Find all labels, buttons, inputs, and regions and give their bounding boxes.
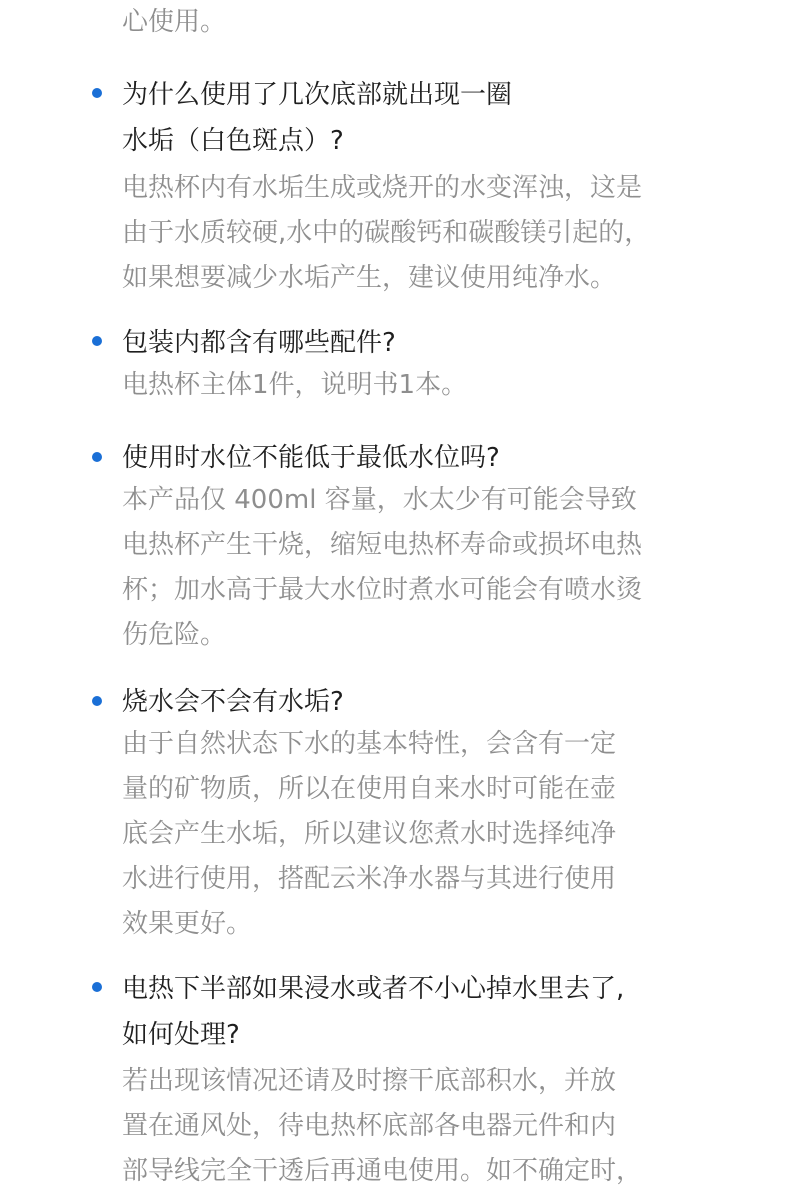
question-line: 使用时水位不能低于最低水位吗? [122,443,500,473]
faq-question [122,679,702,725]
answer-line: 伤危险。 [122,620,227,650]
faq-question [122,72,702,164]
faq-answer [122,478,687,658]
answer-line: 本产品仅 400ml 容量，水太少有可能会导致 [122,485,637,515]
faq-question [122,435,702,481]
bullet-icon [92,982,102,992]
answer-line: 部导线完全干透后再通电使用。如不确定时， [122,1156,643,1186]
bullet-icon [92,88,102,98]
answer-line: 水进行使用，搭配云米净水器与其进行使用 [122,864,617,894]
question-line: 电热下半部如果浸水或者不小心掉水里去了, [122,974,625,1004]
answer-line: 由于水质较硬,水中的碳酸钙和碳酸镁引起的， [122,218,651,248]
question-line: 如何处理? [122,1020,240,1050]
faq-answer [122,166,687,301]
question-line: 水垢（白色斑点）? [122,126,344,156]
question-line: 烧水会不会有水垢? [122,687,344,717]
answer-line: 杯；加水高于最大水位时煮水可能会有喷水烫 [122,575,643,605]
answer-line: 如果想要减少水垢产生，建议使用纯净水。 [122,263,617,293]
answer-line: 置在通风处，待电热杯底部各电器元件和内 [122,1111,617,1141]
faq-question [122,320,702,366]
faq-answer [122,1059,687,1194]
answer-line: 电热杯主体1件，说明书1本。 [122,370,468,400]
answer-line: 底会产生水垢，所以建议您煮水时选择纯净 [122,819,617,849]
answer-line: 若出现该情况还请及时擦干底部积水，并放 [122,1066,617,1096]
question-line: 包装内都含有哪些配件? [122,328,396,358]
answer-line: 由于自然状态下水的基本特性，会含有一定 [122,729,617,759]
answer-line: 心使用。 [122,7,227,37]
bullet-icon [92,336,102,346]
bullet-icon [92,696,102,706]
answer-line: 量的矿物质，所以在使用自来水时可能在壶 [122,774,617,804]
faq-question [122,966,702,1058]
answer-line: 电热杯产生干烧，缩短电热杯寿命或损坏电热 [122,530,643,560]
faq-answer [122,363,687,408]
faq-answer [122,722,687,947]
answer-line: 电热杯内有水垢生成或烧开的水变浑浊，这是 [122,173,643,203]
answer-line: 效果更好。 [122,909,253,939]
question-line: 为什么使用了几次底部就出现一圈 [122,80,513,110]
bullet-icon [92,452,102,462]
answer-fragment-top [122,0,687,45]
